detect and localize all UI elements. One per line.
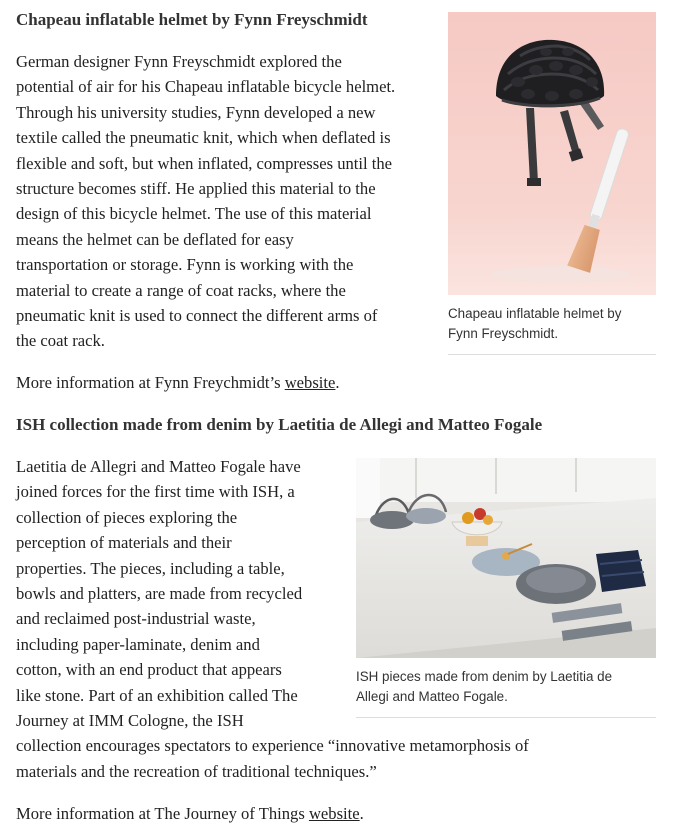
- paragraph-line: potential of air for his Chapeau inflatable bicycle helmet.: [16, 77, 396, 97]
- paragraph-line: cotton, with an end product that appears: [16, 660, 282, 680]
- paragraph-line: collection encourages spectators to experience “innovative metamorphosis of: [16, 736, 529, 756]
- paragraph-line: material to create a range of coat racks, where the: [16, 280, 346, 300]
- more-info-prefix: More information at The Journey of Things: [16, 804, 309, 823]
- caption-chapeau: [448, 295, 656, 355]
- paragraph-line: properties. The pieces, including a table,: [16, 558, 285, 578]
- more-info-suffix: .: [335, 373, 340, 392]
- ish-collection-photo[interactable]: [356, 458, 656, 658]
- paragraph-line: including paper-laminate, denim and: [16, 634, 260, 654]
- paragraph-line: structure becomes stiff. He applied this material to the: [16, 179, 376, 199]
- caption-line: Allegi and Matteo Fogale.: [356, 689, 508, 704]
- section-heading-ish: ISH collection made from denim by Laetitia de Allegi and Matteo Fogale: [16, 415, 543, 434]
- paragraph-line: transportation or storage. Fynn is working with the: [16, 255, 354, 275]
- paragraph-line: bowls and platters, are made from recycled: [16, 584, 303, 604]
- more-info-chapeau: [16, 371, 340, 395]
- section-heading-chapeau: Chapeau inflatable helmet by Fynn Freyschmidt: [16, 10, 368, 29]
- more-info-suffix: .: [359, 804, 364, 823]
- figure-ish: [356, 458, 656, 718]
- figure-chapeau: [448, 12, 656, 355]
- paragraph-line: design of this bicycle helmet. The use of this material: [16, 204, 372, 224]
- paragraph-line: pneumatic knit is used to connect the different arms of: [16, 306, 378, 326]
- paragraph-line: means the helmet can be deflated for easy: [16, 229, 294, 249]
- caption-line: ISH pieces made from denim by Laetitia de: [356, 669, 613, 684]
- website-link[interactable]: website: [284, 373, 336, 392]
- paragraph-line: materials and the recreation of traditional techniques.”: [16, 761, 377, 781]
- paragraph-line: joined forces for the first time with ISH, a: [16, 482, 295, 502]
- paragraph-line: the coat rack.: [16, 331, 105, 351]
- paragraph-line: Through his university studies, Fynn developed a new: [16, 102, 376, 122]
- paragraph-chapeau: [16, 49, 395, 354]
- paragraph-line: textile called the pneumatic knit, which when deflated is: [16, 128, 391, 148]
- paragraph-line: German designer Fynn Freyschmidt explored the: [16, 52, 342, 71]
- paragraph-line: Laetitia de Allegri and Matteo Fogale have: [16, 457, 301, 476]
- paragraph-line: and reclaimed post-industrial waste,: [16, 609, 256, 629]
- paragraph-line: like stone. Part of an exhibition called The: [16, 685, 298, 705]
- paragraph-line: Journey at IMM Cologne, the ISH: [16, 711, 244, 731]
- paragraph-line: flexible and soft, but when inflated, compresses until the: [16, 153, 393, 173]
- caption-ish: [356, 658, 656, 718]
- caption-line: Fynn Freyschmidt.: [448, 326, 559, 341]
- paragraph-line: collection of pieces exploring the: [16, 507, 238, 527]
- paragraph-line: perception of materials and their: [16, 533, 232, 553]
- more-info-prefix: More information at Fynn Freychmidt’s: [16, 373, 285, 392]
- website-link[interactable]: website: [308, 804, 360, 823]
- more-info-ish: [16, 802, 364, 826]
- helmet-photo[interactable]: [448, 12, 656, 295]
- caption-line: Chapeau inflatable helmet by: [448, 306, 622, 321]
